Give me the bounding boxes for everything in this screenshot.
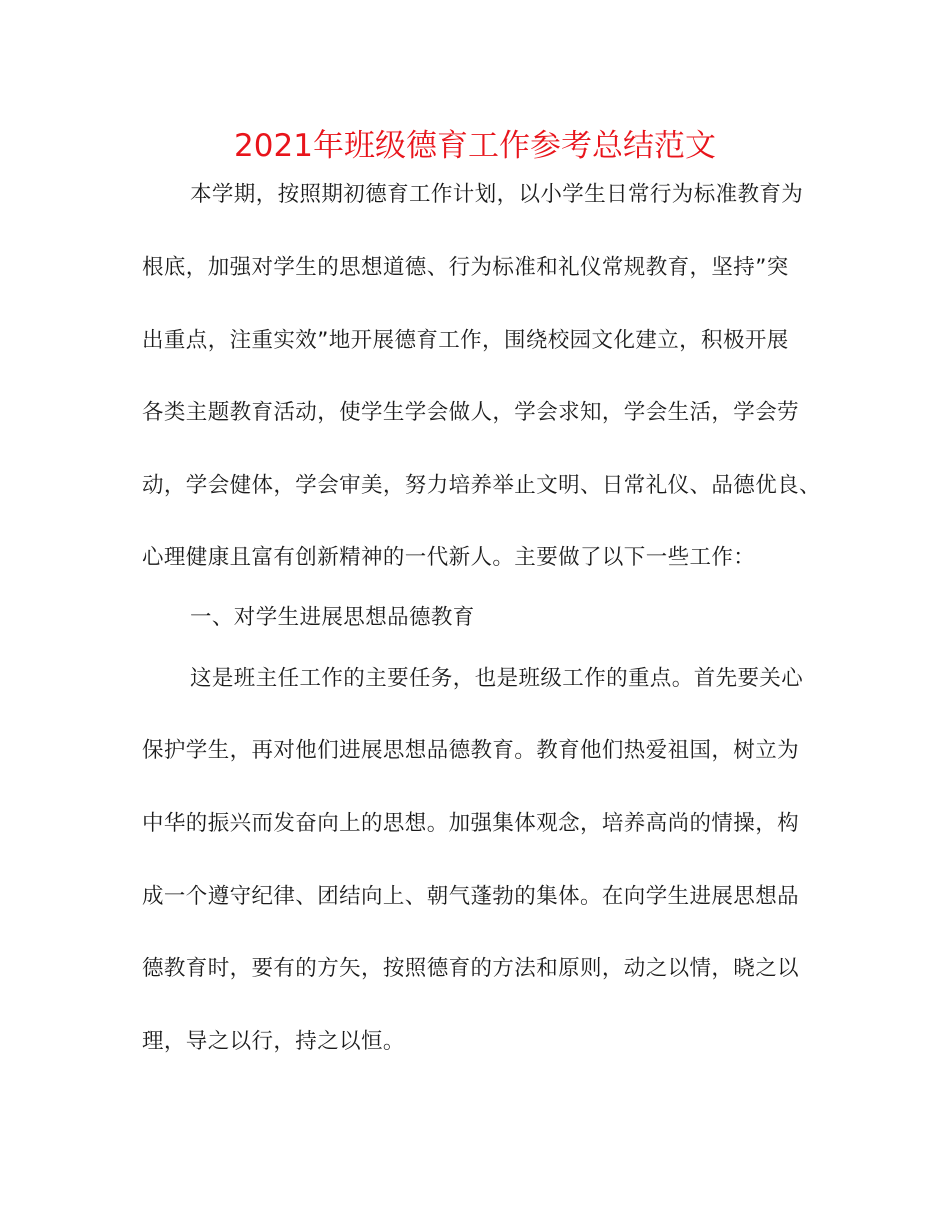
paragraph-line: 保护学生，再对他们进展思想品德教育。教育他们热爱祖国，树立为	[142, 738, 800, 763]
paragraph-line: 根底，加强对学生的思想道德、行为标准和礼仪常规教育，坚持”突	[142, 255, 789, 280]
paragraph-line: 这是班主任工作的主要任务，也是班级工作的重点。首先要关心	[190, 666, 804, 691]
paragraph-line: 中华的振兴而发奋向上的思想。加强集体观念，培养高尚的情操，构	[142, 811, 800, 836]
section-heading: 一、对学生进展思想品德教育	[190, 605, 475, 630]
paragraph-line: 心理健康且富有创新精神的一代新人。主要做了以下一些工作：	[142, 545, 756, 570]
paragraph-line: 动，学会健体，学会审美，努力培养举止文明、日常礼仪、品德优良、	[142, 473, 821, 498]
paragraph-line: 理，导之以行，持之以恒。	[142, 1029, 405, 1054]
paragraph-line: 德教育时，要有的方矢，按照德育的方法和原则，动之以情，晓之以	[142, 956, 800, 981]
document-title: 2021年班级德育工作参考总结范文	[234, 128, 716, 164]
paragraph-line: 各类主题教育活动，使学生学会做人，学会求知，学会生活，学会劳	[142, 400, 800, 425]
paragraph-line: 本学期，按照期初德育工作计划，以小学生日常行为标准教育为	[190, 182, 804, 207]
paragraph-line: 成一个遵守纪律、团结向上、朝气蓬勃的集体。在向学生进展思想品	[142, 884, 800, 909]
paragraph-line: 出重点，注重实效”地开展德育工作，围绕校园文化建立，积极开展	[142, 328, 789, 353]
